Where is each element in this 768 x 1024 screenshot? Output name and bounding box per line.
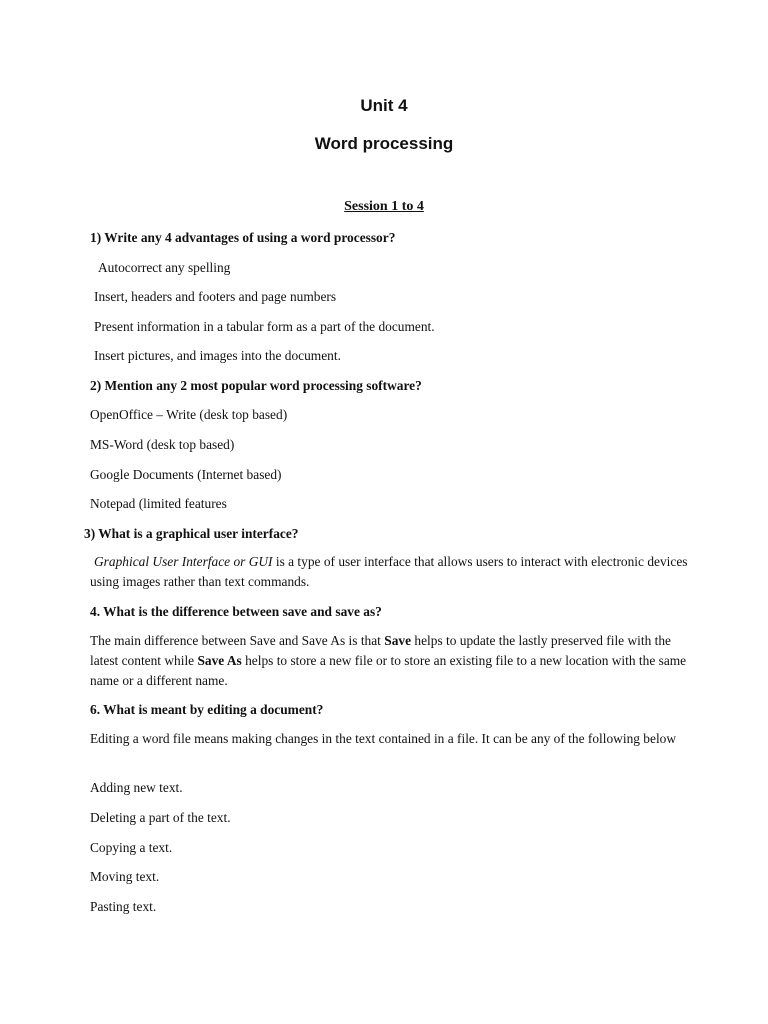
q3-answer-text: is a type of user interface that allows users to interact with electronic devices using images rather than text commands. [90, 554, 688, 589]
q2-answer-3: Google Documents (Internet based) [90, 467, 282, 482]
save-as-term: Save As [197, 653, 242, 668]
session-heading: Session 1 to 4 [344, 199, 424, 214]
save-term: Save [384, 633, 412, 648]
q1-answer-4: Insert pictures, and images into the document. [94, 348, 341, 363]
question-2: 2) Mention any 2 most popular word processing software? [90, 378, 422, 393]
question-6: 6. What is meant by editing a document? [90, 702, 324, 717]
q1-answer-1: Autocorrect any spelling [98, 260, 231, 275]
question-1: 1) Write any 4 advantages of using a word processor? [90, 230, 396, 245]
q4-answer [90, 631, 690, 691]
gui-term: Graphical User Interface or GUI [94, 554, 273, 569]
q1-answer-2: Insert, headers and footers and page numbers [94, 289, 337, 304]
question-3: 3) What is a graphical user interface? [84, 526, 299, 541]
q2-answer-4: Notepad (limited features [90, 496, 227, 511]
q6-answer-4: Moving text. [90, 869, 160, 884]
topic-title: Word processing [314, 134, 454, 153]
q4-text-3: helps to store a new file or to store an existing file to a new location with the same name or a different name. [90, 653, 687, 688]
q6-answer-3: Copying a text. [90, 840, 173, 855]
unit-title: Unit 4 [360, 96, 408, 115]
question-4: 4. What is the difference between save and save as? [90, 604, 382, 619]
q2-answer-1: OpenOffice – Write (desk top based) [90, 407, 288, 422]
q6-answer-2: Deleting a part of the text. [90, 810, 231, 825]
q6-answer-1: Adding new text. [90, 780, 183, 795]
q4-text-1: The main difference between Save and Save As is that [90, 633, 385, 648]
q6-intro: Editing a word file means making changes in the text contained in a file. It can be any of the following below [90, 731, 677, 746]
q3-answer [90, 552, 690, 592]
q2-answer-2: MS-Word (desk top based) [90, 437, 235, 452]
q6-answer-5: Pasting text. [90, 899, 157, 914]
q4-text-2: helps to update the lastly preserved file with the latest content while [90, 633, 671, 668]
q1-answer-3: Present information in a tabular form as a part of the document. [94, 319, 435, 334]
